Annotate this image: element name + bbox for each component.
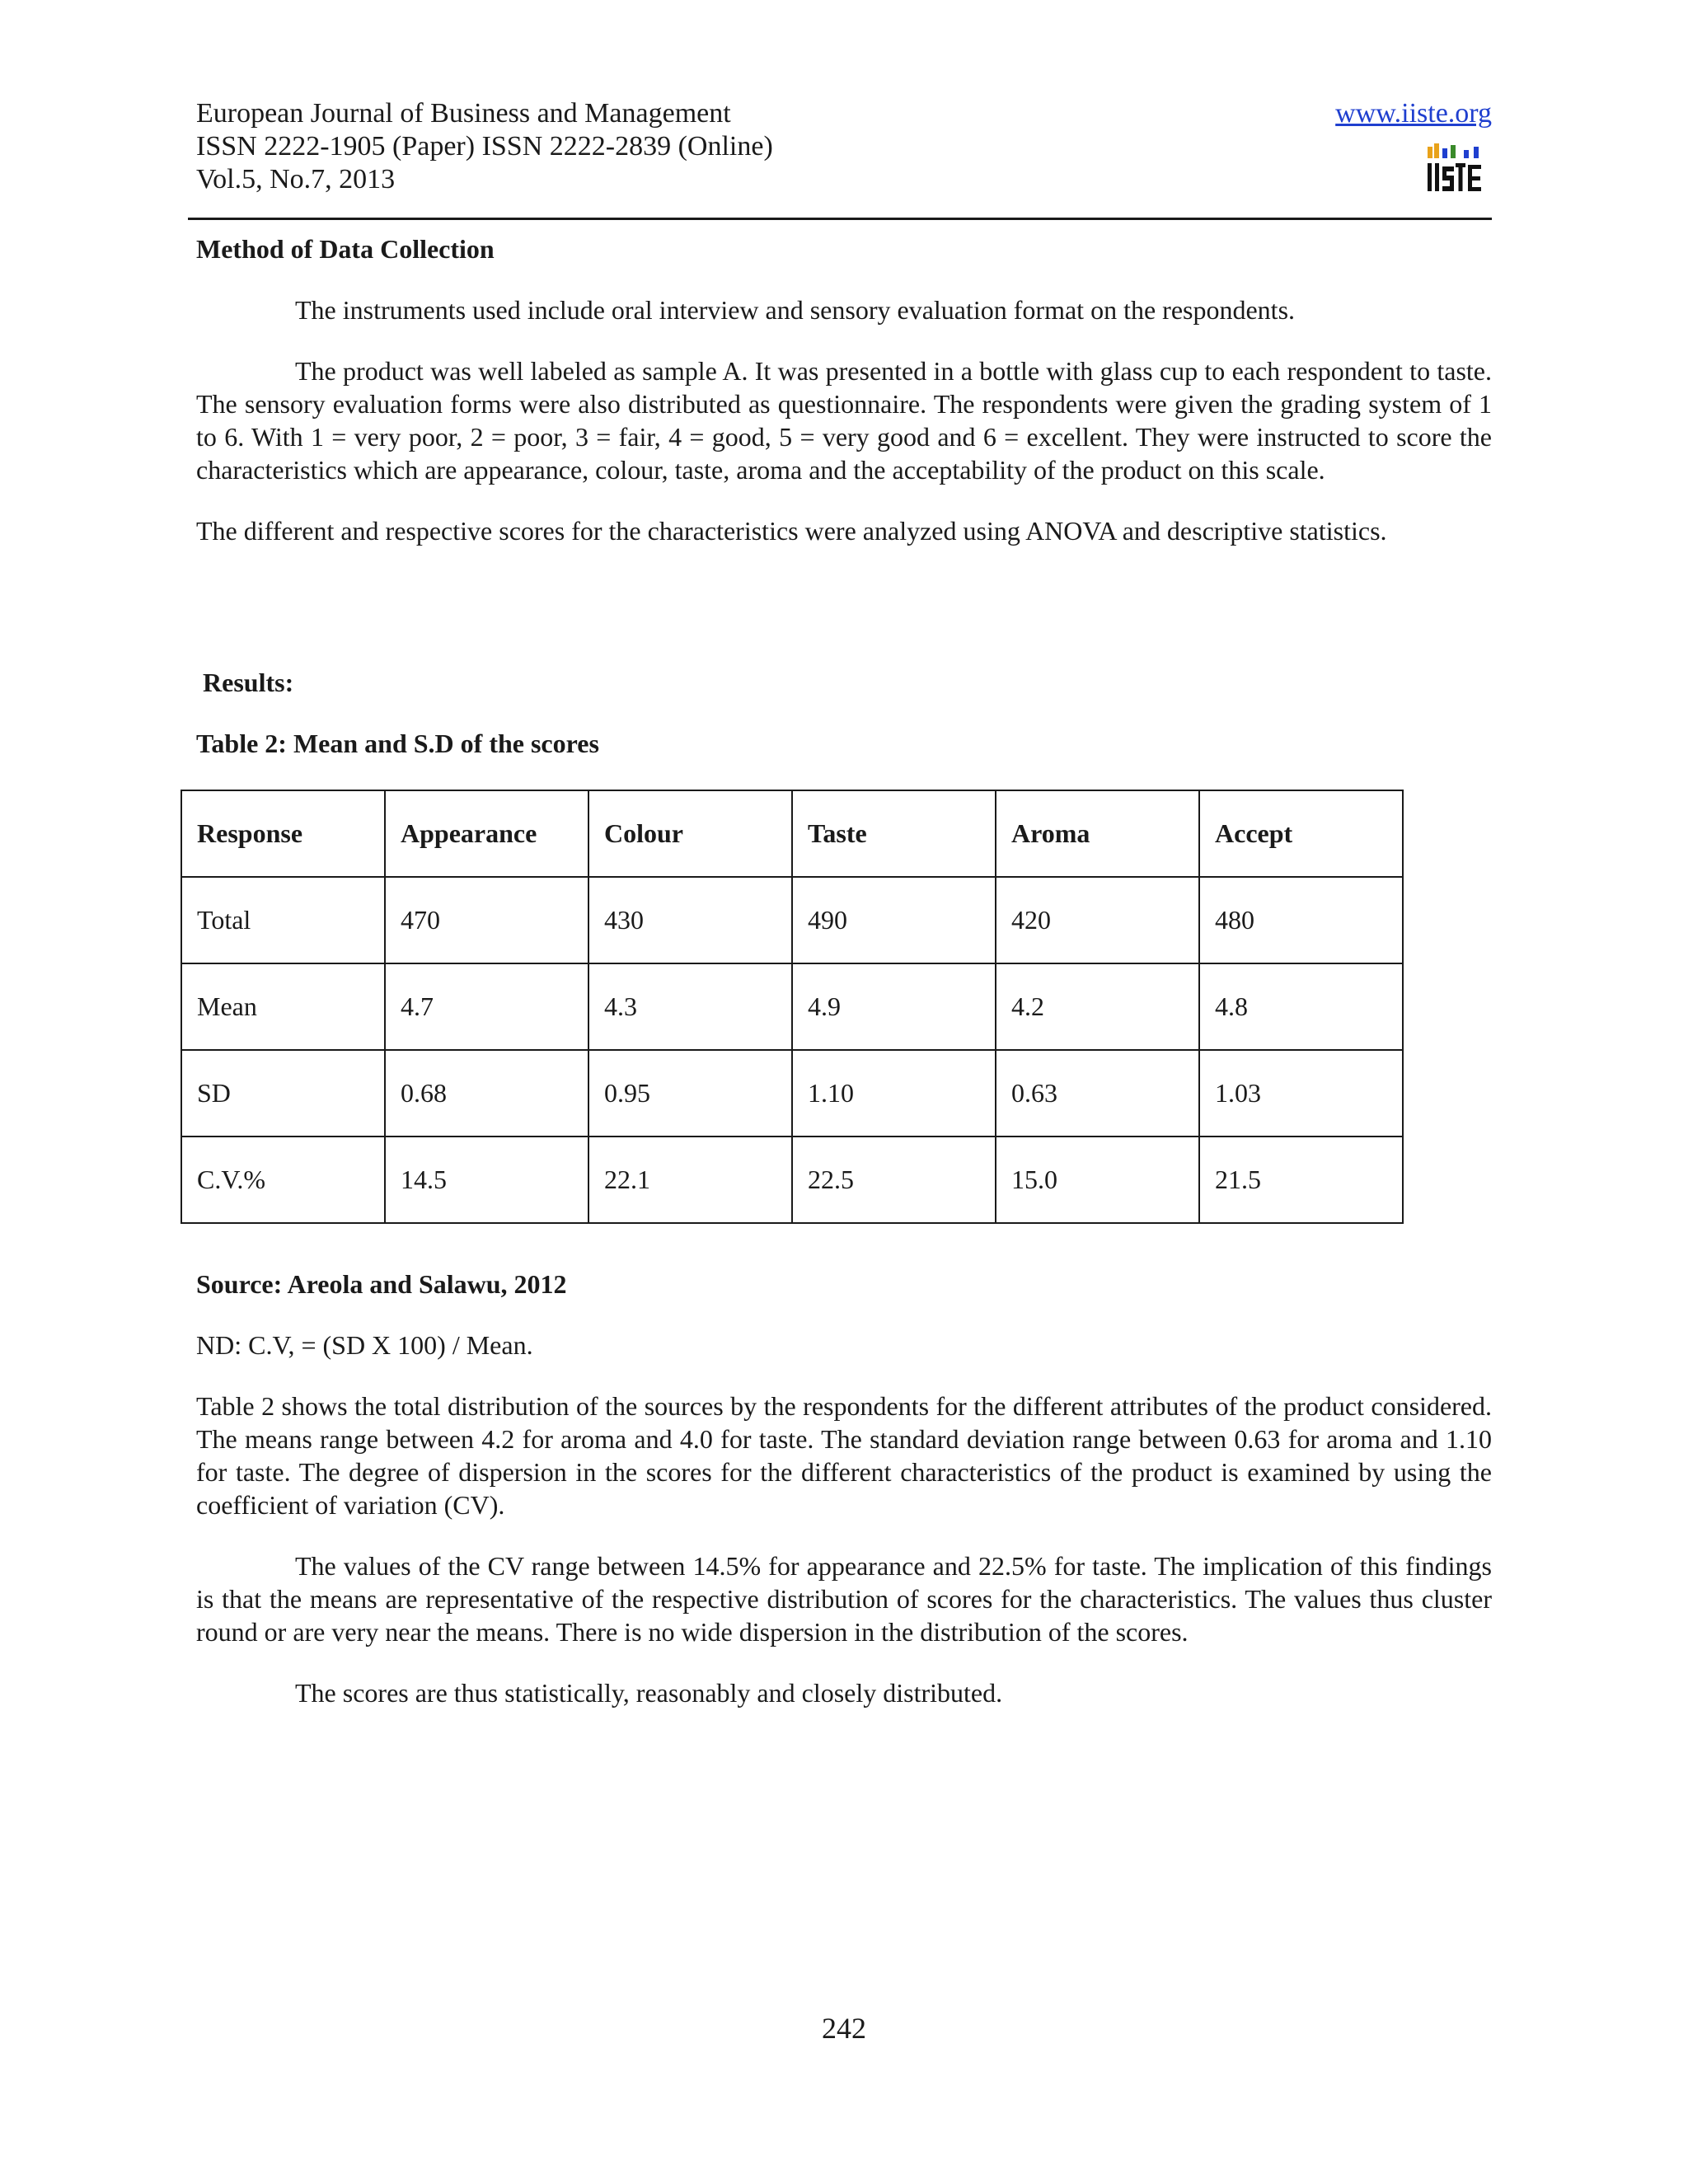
table-cell: 15.0: [996, 1137, 1199, 1223]
table-cell: 480: [1199, 877, 1403, 963]
method-heading: Method of Data Collection: [196, 234, 495, 264]
logo-letters: [1428, 163, 1481, 191]
table-cell: 470: [385, 877, 588, 963]
table-row: [181, 877, 1403, 963]
column-header: Appearance: [385, 790, 588, 877]
table-note: ND: C.V, = (SD X 100) / Mean.: [196, 1330, 533, 1360]
method-paragraph-1: The instruments used include oral interview and sensory evaluation format on the respondents.: [295, 295, 1296, 325]
journal-volume: Vol.5, No.7, 2013: [196, 164, 396, 194]
method-section: [196, 232, 1492, 547]
results-paragraph-1: Table 2 shows the total distribution of the sources by the respondents for the different attributes of the product considered. The means range between 4.2 for aroma and 4.0 for taste. The standard deviation range between 0.63 for aroma and 1.10 for taste. The degree of dispersion in the scores for the different characteristics of the product is examined by using the coefficient of variation (CV).: [196, 1391, 1492, 1520]
table-cell: 1.10: [792, 1050, 996, 1137]
method-paragraph-3: The different and respective scores for the characteristics were analyzed using ANOVA and descriptive statistics.: [196, 516, 1387, 546]
table-cell: SD: [181, 1050, 385, 1137]
table-row: [181, 963, 1403, 1050]
results-heading-block: [203, 666, 1498, 699]
iiste-logo: [1426, 142, 1484, 194]
table-cell: 0.68: [385, 1050, 588, 1137]
journal-header: [196, 97, 1492, 219]
column-header: Response: [181, 790, 385, 877]
results-heading: Results:: [203, 668, 294, 697]
table-title-block: [196, 727, 1492, 760]
results-discussion: [196, 1268, 1492, 1709]
table-cell: 0.95: [588, 1050, 792, 1137]
table-header-row: [181, 790, 1403, 877]
journal-link-area: [1335, 97, 1492, 130]
table-cell: 4.3: [588, 963, 792, 1050]
table-cell: 4.8: [1199, 963, 1403, 1050]
journal-url-link[interactable]: www.iiste.org: [1335, 98, 1492, 129]
method-paragraph-2: The product was well labeled as sample A. It was presented in a bottle with glass cup to each respondent to taste. The sensory evaluation forms were also distributed as questionnaire. The respondents were given the grading system of 1 to 6. With 1 = very poor, 2 = poor, 3 = fair, 4 = good, 5 = very good and 6 = excellent. They were instructed to score the characteristics which are appearance, colour, taste, aroma and the acceptability of the product on this scale.: [196, 356, 1492, 485]
results-paragraph-2: The values of the CV range between 14.5% for appearance and 22.5% for taste. The implication of this findings is that the means are representative of the respective distribution of scores for the characteristics. The values thus cluster round or are very near the means. There is no wide dispersion in the distribution of the scores.: [196, 1551, 1492, 1647]
table-cell: 1.03: [1199, 1050, 1403, 1137]
table-cell: 4.2: [996, 963, 1199, 1050]
table-title: Table 2: Mean and S.D of the scores: [196, 729, 599, 758]
table-cell: 420: [996, 877, 1199, 963]
journal-issn: ISSN 2222-1905 (Paper) ISSN 2222-2839 (Online): [196, 131, 773, 162]
table-cell: C.V.%: [181, 1137, 385, 1223]
column-header: Taste: [792, 790, 996, 877]
scores-table: [181, 790, 1404, 1224]
table-cell: 14.5: [385, 1137, 588, 1223]
column-header: Accept: [1199, 790, 1403, 877]
header-divider: [188, 218, 1492, 220]
table-cell: 490: [792, 877, 996, 963]
results-paragraph-3: The scores are thus statistically, reasonably and closely distributed.: [295, 1678, 1003, 1708]
logo-bars: [1428, 143, 1479, 158]
page-number: 242: [822, 2012, 866, 2045]
table-cell: Total: [181, 877, 385, 963]
table-cell: 4.9: [792, 963, 996, 1050]
table-cell: 430: [588, 877, 792, 963]
column-header: Colour: [588, 790, 792, 877]
column-header: Aroma: [996, 790, 1199, 877]
table-cell: 4.7: [385, 963, 588, 1050]
journal-info: [196, 97, 773, 196]
journal-title: European Journal of Business and Management: [196, 98, 731, 129]
table-source: Source: Areola and Salawu, 2012: [196, 1269, 567, 1299]
table-cell: 22.5: [792, 1137, 996, 1223]
table-row: [181, 1137, 1403, 1223]
table-row: [181, 1050, 1403, 1137]
table-cell: 22.1: [588, 1137, 792, 1223]
table-cell: 21.5: [1199, 1137, 1403, 1223]
table-cell: 0.63: [996, 1050, 1199, 1137]
table-cell: Mean: [181, 963, 385, 1050]
